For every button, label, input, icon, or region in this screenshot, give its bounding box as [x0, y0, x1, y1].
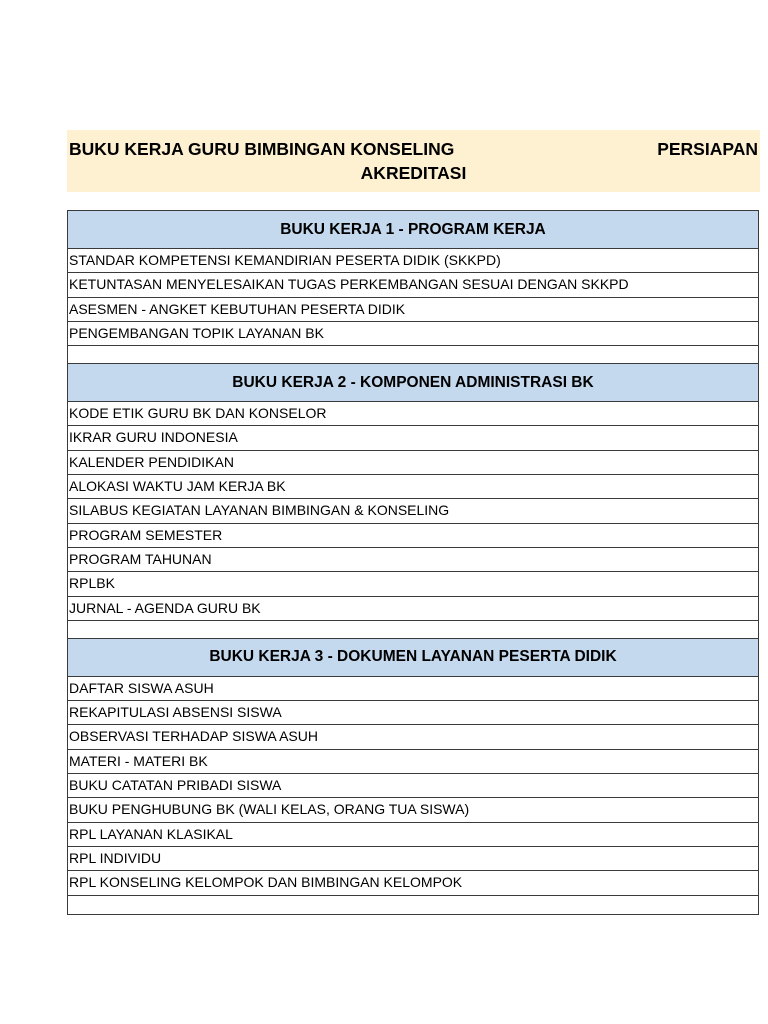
document-title — [67, 130, 760, 192]
title-text-persiapan: PERSIAPAN — [657, 139, 758, 159]
table-row[interactable]: IKRAR GURU INDONESIA — [68, 426, 758, 450]
table-row[interactable]: RPL KONSELING KELOMPOK DAN BIMBINGAN KELOMPOK — [68, 871, 758, 895]
blank-row — [68, 621, 758, 639]
blank-row — [68, 896, 758, 914]
table-row[interactable]: ALOKASI WAKTU JAM KERJA BK — [68, 475, 758, 499]
table-row[interactable]: KODE ETIK GURU BK DAN KONSELOR — [68, 402, 758, 426]
section-header-buku-kerja-3: BUKU KERJA 3 - DOKUMEN LAYANAN PESERTA DIDIK — [68, 639, 758, 677]
blank-row — [68, 346, 758, 364]
table-row[interactable]: KETUNTASAN MENYELESAIKAN TUGAS PERKEMBANGAN SESUAI DENGAN SKKPD — [68, 273, 758, 297]
table-row[interactable]: PENGEMBANGAN TOPIK LAYANAN BK — [68, 322, 758, 346]
table-row[interactable]: BUKU CATATAN PRIBADI SISWA — [68, 774, 758, 798]
table-row[interactable]: OBSERVASI TERHADAP SISWA ASUH — [68, 725, 758, 749]
title-text-main: BUKU KERJA GURU BIMBINGAN KONSELING — [69, 139, 455, 159]
table-row[interactable]: PROGRAM SEMESTER — [68, 524, 758, 548]
work-book-table — [67, 210, 759, 915]
table-row[interactable]: KALENDER PENDIDIKAN — [68, 451, 758, 475]
table-row[interactable]: STANDAR KOMPETENSI KEMANDIRIAN PESERTA DIDIK (SKKPD) — [68, 249, 758, 273]
table-row[interactable]: SILABUS KEGIATAN LAYANAN BIMBINGAN & KONSELING — [68, 499, 758, 523]
table-row[interactable]: RPLBK — [68, 572, 758, 596]
section-header-buku-kerja-1: BUKU KERJA 1 - PROGRAM KERJA — [68, 211, 758, 249]
table-row[interactable]: RPL LAYANAN KLASIKAL — [68, 823, 758, 847]
title-text-akreditasi: AKREDITASI — [360, 163, 467, 183]
table-row[interactable]: PROGRAM TAHUNAN — [68, 548, 758, 572]
section-header-buku-kerja-2: BUKU KERJA 2 - KOMPONEN ADMINISTRASI BK — [68, 364, 758, 402]
table-row[interactable]: BUKU PENGHUBUNG BK (WALI KELAS, ORANG TUA SISWA) — [68, 798, 758, 822]
table-row[interactable]: MATERI - MATERI BK — [68, 750, 758, 774]
table-row[interactable]: REKAPITULASI ABSENSI SISWA — [68, 701, 758, 725]
table-row[interactable]: ASESMEN - ANGKET KEBUTUHAN PESERTA DIDIK — [68, 298, 758, 322]
table-row[interactable]: RPL INDIVIDU — [68, 847, 758, 871]
table-row[interactable]: JURNAL - AGENDA GURU BK — [68, 597, 758, 621]
table-row[interactable]: DAFTAR SISWA ASUH — [68, 677, 758, 701]
